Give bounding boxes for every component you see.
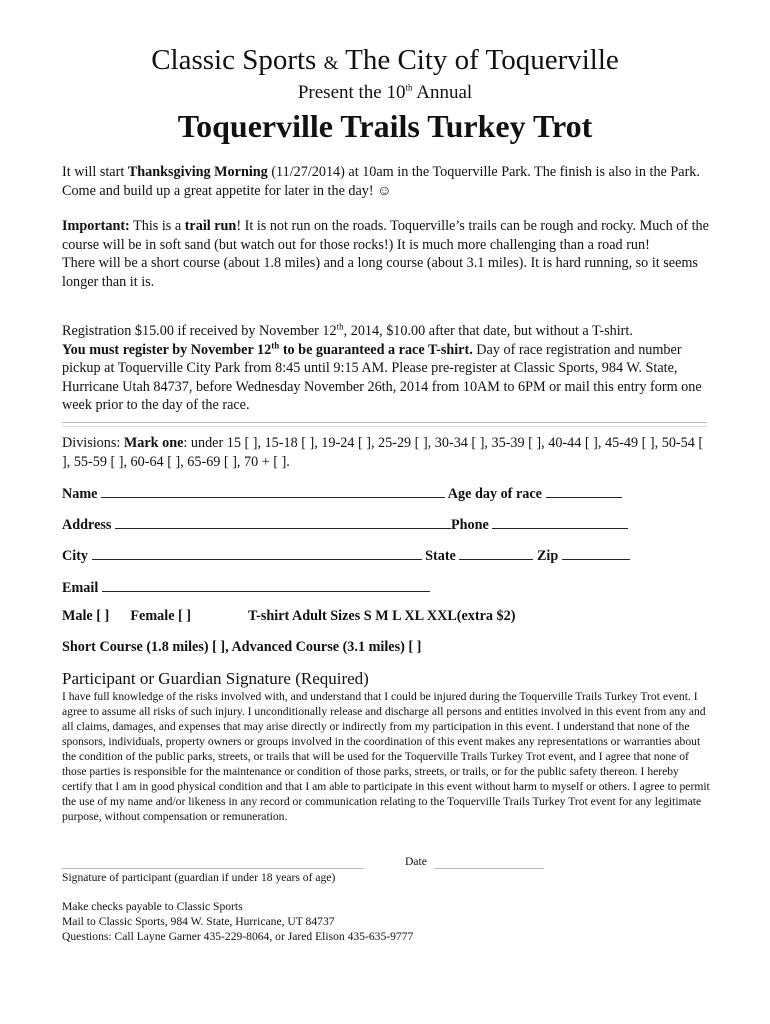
phone-field[interactable]: [492, 514, 628, 529]
name-field[interactable]: [101, 483, 445, 498]
address-field[interactable]: [115, 514, 451, 529]
intro-paragraph: [62, 163, 712, 200]
date-label: Date: [405, 855, 427, 868]
divisions-label: Divisions:: [62, 435, 124, 451]
reg-r2: , 2014, $10.00 after that date, but without a T-shirt.: [343, 323, 633, 339]
divider-top: [62, 422, 707, 423]
name-row: [62, 483, 622, 503]
male-checkbox[interactable]: Male [ ]: [62, 608, 110, 624]
title-classic-sports: Classic Sports: [151, 44, 317, 76]
header-title: [0, 44, 770, 77]
questions-note: Questions: Call Layne Garner 435-229-8064, or Jared Elison 435-635-9777: [62, 930, 414, 943]
divisions-list: : under 15 [ ], 15-18 [ ], 19-24 [ ], 25-29 [ ], 30-34 [ ], 35-39 [ ], 40-44 [ ], 45-49 [ ], 50-54 [ ], 55-59 [ ], 60-64 [ ], 65-69 [ ], 70 + [ ].: [62, 435, 704, 470]
checks-note: Make checks payable to Classic Sports: [62, 900, 243, 913]
courses-text: There will be a short course (about 1.8 miles) and a long course (about 3.1 miles). It is hard running, so it seems longer than it is.: [62, 255, 698, 290]
zip-field[interactable]: [562, 545, 630, 560]
reg-must-sup: th: [271, 339, 280, 350]
email-label: Email: [62, 580, 99, 596]
present-annual: Annual: [416, 82, 473, 103]
age-field[interactable]: [546, 483, 622, 498]
zip-label: Zip: [536, 548, 559, 564]
email-row: [62, 577, 430, 597]
email-field[interactable]: [102, 577, 430, 592]
title-city: The City of Toquerville: [345, 44, 619, 76]
header-present: [0, 82, 770, 104]
signature-label: Signature of participant (guardian if under 18 years of age): [62, 871, 336, 884]
event-title: Toquerville Trails Turkey Trot: [177, 108, 593, 144]
state-field[interactable]: [459, 545, 533, 560]
present-sup: th: [405, 82, 413, 93]
waiver-text: I have full knowledge of the risks involved with, and understand that I could be injured during the Toquerville Trails Turkey Trot event. I agree to assume all risks of such injury. I unconditionally release and discharge all persons and entities involved in this event from any and all claims, damages, and expenses that may arise directly or indirectly from my participation in this event. I understand that none of the sponsors, individuals, property owners or groups involved in the coordination of this event makes any representations or warranties about the condition of the public parks, streets, or trails that will be used for the Toquerville Trails Turkey Trot event, and I agree that none of those parties is responsible for the maintenance or condition of those parks, streets, or trails, or for the public safety thereon. I hereby certify that I am in good physical condition and that I am able to participate in this event without harm to myself or others. I agree to permit the use of my name and/or likeness in any record or communication relating to the Toquerville Trails Turkey Trot event for any legitimate purpose, without compensation or remuneration.: [62, 690, 710, 823]
reg-must2: to be guaranteed a race T-shirt.: [279, 341, 473, 358]
present-text: Present the 10: [297, 82, 406, 103]
title-ampersand: &: [323, 53, 339, 74]
address-label: Address: [62, 517, 112, 533]
address-row: [62, 514, 628, 534]
signature-line[interactable]: [62, 868, 364, 869]
gender-row: [62, 608, 191, 625]
date-line[interactable]: [434, 868, 544, 869]
signature-title: Participant or Guardian Signature (Required): [62, 669, 369, 688]
female-checkbox[interactable]: Female [ ]: [130, 608, 192, 624]
intro-t3: (11/27/2014) at 10am in the Toquerville Park. The finish is also in the Park. Come and build up a great appetite for later in the day! ☺: [62, 164, 700, 199]
important-paragraph: [62, 217, 712, 291]
city-field[interactable]: [92, 545, 422, 560]
mail-note: Mail to Classic Sports, 984 W. State, Hurricane, UT 84737: [62, 915, 335, 928]
course-select[interactable]: Short Course (1.8 miles) [ ], Advanced Course (3.1 miles) [ ]: [62, 639, 422, 655]
reg-rest: Day of race registration and number pickup at Toquerville City Park from 8:45 until 9:15 AM. Please pre-register at Classic Sports, 984 W. State, Hurricane Utah 84737, before Wednesday November 26th, 2014 from 10AM to 6PM or mail this entry form one week prior to the day of the race.: [62, 341, 702, 413]
name-label: Name: [62, 486, 98, 502]
registration-paragraph: [62, 322, 712, 415]
important-trail: trail run: [184, 218, 237, 234]
reg-r1-sup: th: [336, 321, 344, 332]
divisions-paragraph: [62, 434, 712, 471]
city-label: City: [62, 548, 89, 564]
phone-label: Phone: [450, 517, 489, 533]
city-row: [62, 545, 630, 565]
important-t2: ! It is not run on the roads. Toquerville’s trails can be rough and rocky. Much of the course will be in soft sand (but watch out for those rocks!) It is much more challenging than a road run!: [62, 218, 709, 253]
divisions-mark: Mark one: [123, 435, 184, 451]
divider-top-2: [62, 426, 707, 427]
intro-bold: Thanksgiving Morning: [127, 164, 268, 180]
age-label: Age day of race: [447, 486, 542, 502]
state-label: State: [425, 548, 456, 564]
important-t1: This is a: [129, 218, 185, 234]
tshirt-sizes[interactable]: T-shirt Adult Sizes S M L XL XXL(extra $2): [248, 608, 516, 624]
reg-must1: You must register by November 12: [62, 341, 272, 358]
important-label: Important:: [62, 218, 130, 234]
reg-r1: Registration $15.00 if received by November 12: [62, 323, 337, 339]
intro-t1: It will start: [62, 164, 128, 180]
